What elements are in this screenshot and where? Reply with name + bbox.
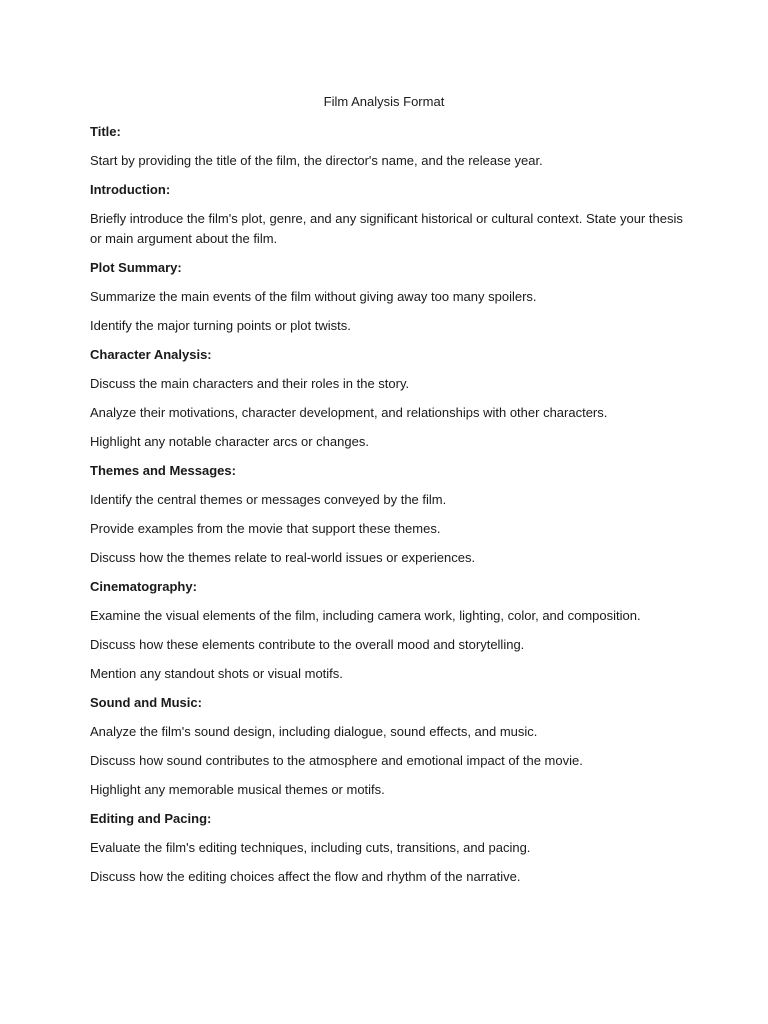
section-paragraph: Evaluate the film's editing techniques, including cuts, transitions, and pacing. — [90, 840, 531, 855]
section-heading: Introduction: — [90, 182, 171, 197]
document-body — [90, 122, 690, 896]
section-paragraph: Mention any standout shots or visual motifs. — [90, 666, 343, 681]
section-paragraph: Start by providing the title of the film, the director's name, and the release year. — [90, 153, 543, 168]
section-paragraph: Discuss how sound contributes to the atmosphere and emotional impact of the movie. — [90, 753, 583, 768]
section-heading: Themes and Messages: — [90, 463, 236, 478]
section-paragraph: Analyze the film's sound design, including dialogue, sound effects, and music. — [90, 724, 538, 739]
section-heading: Title: — [90, 124, 121, 139]
section-paragraph: Summarize the main events of the film without giving away too many spoilers. — [90, 289, 537, 304]
section-paragraph: Highlight any notable character arcs or changes. — [90, 434, 369, 449]
section-paragraph: Analyze their motivations, character development, and relationships with other characters. — [90, 405, 608, 420]
document-title: Film Analysis Format — [323, 94, 445, 109]
section-paragraph: Discuss how the editing choices affect the flow and rhythm of the narrative. — [90, 869, 521, 884]
section-paragraph: Highlight any memorable musical themes or motifs. — [90, 782, 385, 797]
section-heading: Plot Summary: — [90, 260, 182, 275]
section-paragraph: Briefly introduce the film's plot, genre, and any significant historical or cultural context. State your thesis or main argument about the film. — [90, 211, 683, 246]
section-paragraph: Discuss how the themes relate to real-world issues or experiences. — [90, 550, 476, 565]
section-paragraph: Examine the visual elements of the film, including camera work, lighting, color, and composition. — [90, 608, 641, 623]
section-heading: Cinematography: — [90, 579, 197, 594]
section-heading: Editing and Pacing: — [90, 811, 212, 826]
section-paragraph: Identify the major turning points or plot twists. — [90, 318, 351, 333]
section-heading: Character Analysis: — [90, 347, 212, 362]
section-paragraph: Discuss the main characters and their roles in the story. — [90, 376, 410, 391]
section-paragraph: Discuss how these elements contribute to the overall mood and storytelling. — [90, 637, 525, 652]
section-paragraph: Identify the central themes or messages conveyed by the film. — [90, 492, 447, 507]
section-paragraph: Provide examples from the movie that support these themes. — [90, 521, 441, 536]
section-heading: Sound and Music: — [90, 695, 202, 710]
